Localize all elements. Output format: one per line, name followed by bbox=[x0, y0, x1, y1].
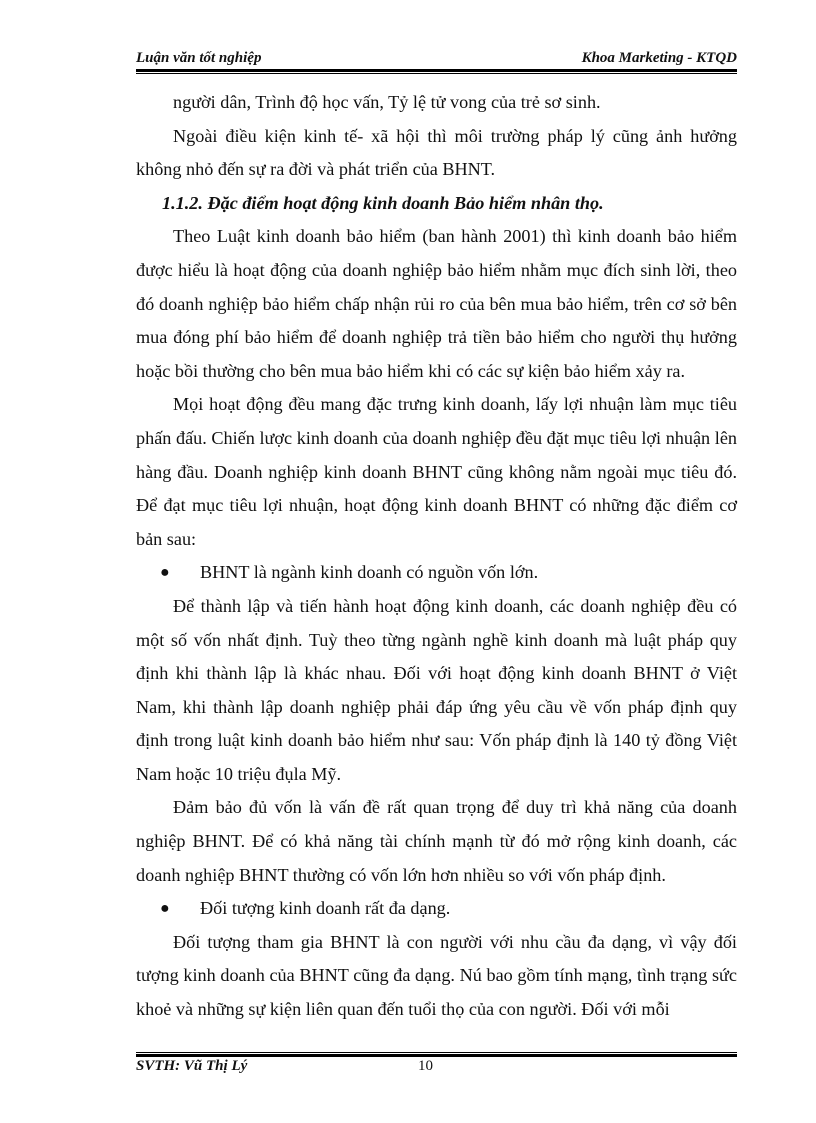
header-divider bbox=[136, 69, 737, 74]
paragraph: Đối tượng tham gia BHNT là con người với nhu cầu đa dạng, vì vậy đối tượng kinh doanh của BHNT cũng đa dạng. Nú bao gồm tính mạng, tình trạng sức khoẻ và những sự kiện liên quan đến tuổi thọ của con người. Đối với mỗi bbox=[136, 931, 737, 1020]
footer-divider bbox=[136, 1052, 737, 1057]
bullet-icon: ● bbox=[160, 564, 170, 582]
bullet-text: BHNT là ngành kinh doanh có nguồn vốn lớn. bbox=[200, 562, 539, 583]
page-number: 10 bbox=[418, 1058, 433, 1074]
running-header bbox=[136, 50, 737, 67]
footer-author: SVTH: Vũ Thị Lý bbox=[136, 1058, 248, 1074]
bullet-text: Đối tượng kinh doanh rất đa dạng. bbox=[200, 898, 451, 919]
section-heading: 1.1.2. Đặc điểm hoạt động kinh doanh Bảo hiểm nhân thọ. bbox=[162, 192, 604, 213]
paragraph: Mọi hoạt động đều mang đặc trưng kinh doanh, lấy lợi nhuận làm mục tiêu phấn đấu. Chiến lược kinh doanh của doanh nghiệp đều đặt mục tiêu lợi nhuận lên hàng đầu. Doanh nghiệp kinh doanh BHNT cũng không nằm ngoài mục tiêu đó. Để đạt mục tiêu lợi nhuận, hoạt động kinh doanh BHNT có những đặc điểm cơ bản sau: bbox=[136, 394, 737, 549]
paragraph: Theo Luật kinh doanh bảo hiểm (ban hành 2001) thì kinh doanh bảo hiểm được hiểu là hoạt động của doanh nghiệp bảo hiểm nhằm mục đích sinh lời, theo đó doanh nghiệp bảo hiểm chấp nhận rủi ro của bên mua bảo hiểm, trên cơ sở bên mua đóng phí bảo hiểm để doanh nghiệp trả tiền bảo hiểm cho người thụ hưởng hoặc bồi thường cho bên mua bảo hiểm khi có các sự kiện bảo hiểm xảy ra. bbox=[136, 226, 737, 381]
bullet-item bbox=[136, 556, 737, 590]
page-body bbox=[136, 86, 737, 1027]
bullet-item bbox=[136, 892, 737, 926]
header-faculty: Khoa Marketing - KTQD bbox=[581, 50, 737, 66]
paragraph: Ngoài điều kiện kinh tế- xã hội thì môi trường pháp lý cũng ảnh hưởng không nhỏ đến sự ra đời và phát triển của BHNT. bbox=[136, 125, 737, 180]
paragraph: Để thành lập và tiến hành hoạt động kinh doanh, các doanh nghiệp đều có một số vốn nhất định. Tuỳ theo từng ngành nghề kinh doanh mà luật pháp quy định khi thành lập là khác nhau. Đối với hoạt động kinh doanh BHNT ở Việt Nam, khi thành lập doanh nghiệp phải đáp ứng yêu cầu về vốn pháp định quy định trong luật kinh doanh bảo hiểm như sau: Vốn pháp định là 140 tỷ đồng Việt Nam hoặc 10 triệu đụla Mỹ. bbox=[136, 595, 737, 784]
header-thesis-title: Luận văn tốt nghiệp bbox=[136, 50, 262, 66]
paragraph: Đảm bảo đủ vốn là vấn đề rất quan trọng để duy trì khả năng của doanh nghiệp BHNT. Để có khả năng tài chính mạnh từ đó mở rộng kinh doanh, các doanh nghiệp BHNT thường có vốn lớn hơn nhiều so với vốn pháp định. bbox=[136, 797, 737, 885]
paragraph-continued: người dân, Trình độ học vấn, Tỷ lệ tử vong của trẻ sơ sinh. bbox=[173, 92, 601, 112]
bullet-icon: ● bbox=[160, 900, 170, 918]
